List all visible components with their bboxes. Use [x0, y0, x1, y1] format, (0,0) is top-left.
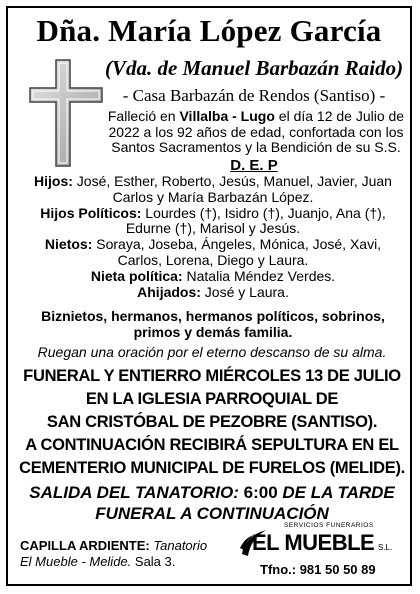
family-text: José, Esther, Roberto, Jesús, Manuel, Javier, Juan Carlos y María Barbazán López.	[72, 173, 392, 205]
departure-label: SALIDA DEL TANATORIO:	[29, 483, 244, 502]
family-item-nieta-politica	[22, 269, 404, 285]
family-label: Nietos:	[44, 236, 93, 253]
family-label: Nieta política:	[90, 267, 183, 284]
funeral-line: CEMENTERIO MUNICIPAL DE FURELOS (MELIDE).	[19, 459, 405, 477]
chapel-line-1	[20, 538, 250, 554]
chapel-line-2	[20, 554, 250, 570]
death-announcement	[104, 109, 408, 156]
family-text: Soraya, Joseba, Ángeles, Mónica, José, Xavi, Carlos, Lorena, Diego y Laura.	[92, 236, 382, 268]
cross-icon	[26, 58, 106, 168]
family-label: Hijos Políticos:	[40, 204, 142, 221]
chapel-room: Sala 3.	[131, 554, 176, 569]
logo-suffix: S.L.	[378, 543, 393, 552]
prayer-request: Ruegan una oración por el eterno descanso de su alma.	[37, 344, 387, 360]
departure-period: DE LA TARDE	[277, 483, 395, 502]
family-text: Natalia Méndez Verdes.	[182, 267, 336, 284]
funeral-line: SAN CRISTÓBAL DE PEZOBRE (SANTISO).	[46, 413, 378, 431]
departure-line	[16, 482, 408, 503]
departure-time: 6:00	[243, 483, 278, 502]
funeral-details	[16, 365, 408, 480]
logo-subtitle: SERVICIOS FUNERARIOS	[284, 522, 374, 529]
family-item-hijos	[22, 174, 404, 206]
family-list	[22, 174, 404, 300]
obituary-notice	[6, 6, 412, 586]
departure-info	[16, 482, 408, 524]
family-label: Hijos:	[34, 173, 73, 189]
logo-phone: Tfno.: 981 50 50 89	[260, 562, 376, 577]
widow-of: (Vda. de Manuel Barbazán Raido)	[104, 56, 404, 80]
chapel-label: CAPILLA ARDIENTE:	[20, 538, 150, 553]
chapel-venue-name: El Mueble - Melide.	[20, 554, 132, 569]
intro-before-place: Falleció en	[107, 108, 180, 124]
closing-family: Biznietos, hermanos, hermanos políticos, sobrinos, primos y demás familia.	[41, 308, 385, 340]
house-name: - Casa Barbazán de Rendos (Santiso) -	[122, 86, 386, 105]
dep-heading: D. E. P	[230, 157, 278, 174]
intro-after-place: el día 12 de Julio de 2022 a los 92 años de edad, confortada con los Santos Sacramentos y la Bendición de su S.S.	[108, 108, 405, 155]
deceased-name: Dña. María López García	[36, 13, 382, 48]
family-label: Ahijados:	[137, 283, 201, 300]
death-place: Villalba - Lugo	[179, 108, 275, 124]
funeral-line: FUNERAL Y ENTIERRO MIÉRCOLES 13 DE JULIO	[23, 367, 401, 385]
chapel-venue: Tanatorio	[149, 538, 208, 553]
funeral-line: A CONTINUACIÓN RECIBIRÁ SEPULTURA EN EL	[25, 436, 399, 454]
logo-name: EL MUEBLE	[252, 530, 375, 555]
family-item-hijos-politicos	[22, 206, 404, 238]
family-text: José y Laura.	[200, 283, 289, 300]
chapel-info	[20, 538, 250, 570]
family-item-nietos	[22, 237, 404, 269]
family-text: Lourdes (†), Isidro (†), Juanjo, Ana (†), Edurne (†), Marisol y Jesús.	[125, 204, 386, 237]
funeral-line: EN LA IGLESIA PARROQUIAL DE	[85, 390, 339, 408]
family-item-ahijados	[22, 285, 404, 301]
funeral-home-logo	[238, 520, 406, 586]
funeral-follows: FUNERAL A CONTINUACIÓN	[95, 504, 329, 523]
